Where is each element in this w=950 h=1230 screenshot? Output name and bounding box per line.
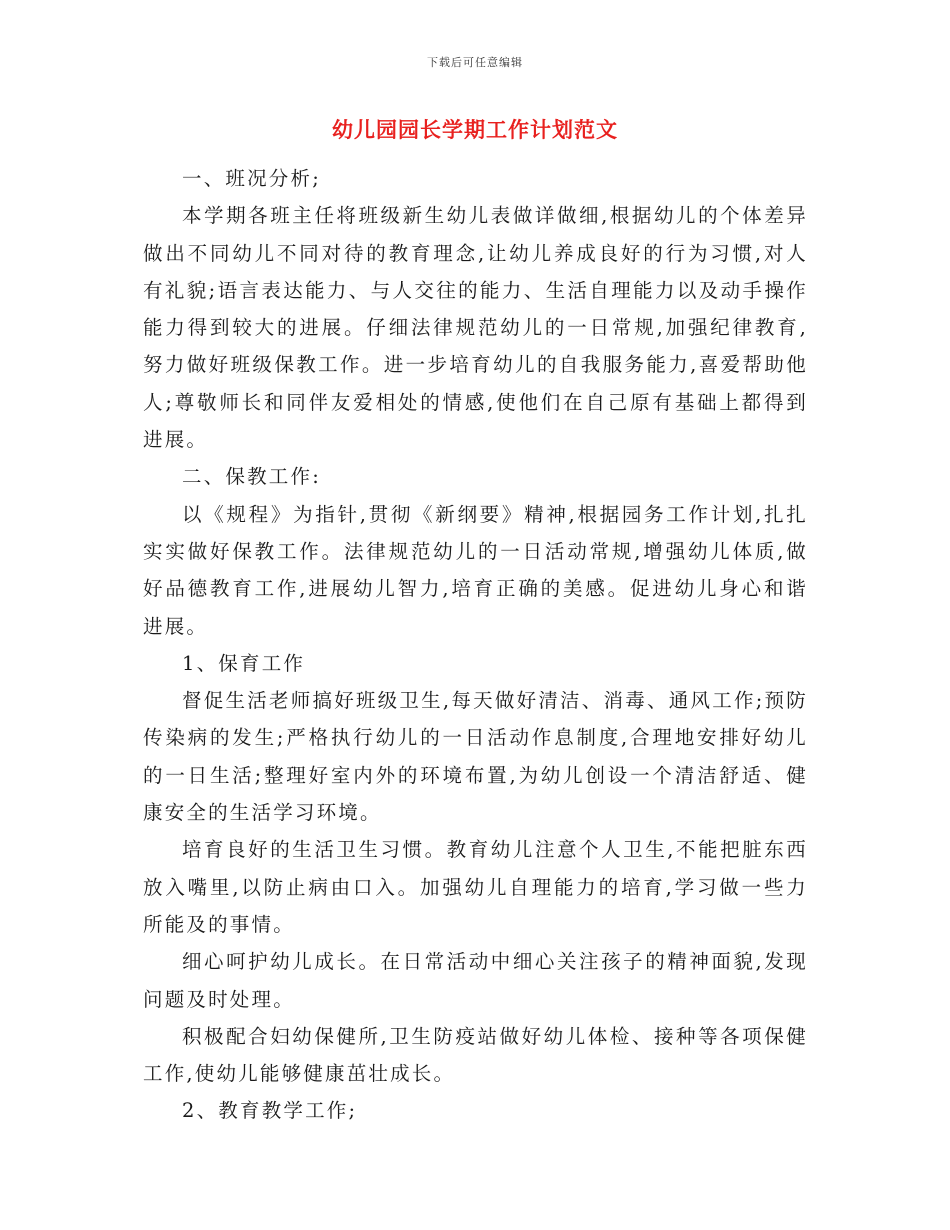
- header-note: 下载后可任意编辑: [427, 56, 523, 69]
- paragraph: 细心呵护幼儿成长。在日常活动中细心关注孩子的精神面貌,发现问题及时处理。: [143, 950, 808, 1011]
- section-heading-care-education: 二、保教工作:: [182, 465, 321, 489]
- paragraph: 积极配合妇幼保健所,卫生防疫站做好幼儿体检、接种等各项保健工作,使幼儿能够健康茁壮成长。: [143, 1024, 808, 1086]
- document-body: [143, 160, 808, 1130]
- subsection-heading-teaching: 2、教育教学工作;: [182, 1099, 358, 1123]
- paragraph: 本学期各班主任将班级新生幼儿表做详做细,根据幼儿的个体差异做出不同幼儿不同对待的教育理念,让幼儿养成良好的行为习惯,对人有礼貌;语言表达能力、与人交往的能力、生活自理能力以及动手操作能力得到较大的进展。仔细法律规范幼儿的一日常规,加强纪律教育,努力做好班级保教工作。进一步培育幼儿的自我服务能力,喜爱帮助他人;尊敬师长和同伴友爱相处的情感,使他们在自己原有基础上都得到进展。: [143, 204, 808, 452]
- paragraph: 培育良好的生活卫生习惯。教育幼儿注意个人卫生,不能把脏东西放入嘴里,以防止病由口入。加强幼儿自理能力的培育,学习做一些力所能及的事情。: [143, 838, 808, 936]
- subsection-heading-childcare: 1、保育工作: [182, 651, 306, 675]
- section-heading-class-analysis: 一、班况分析;: [182, 167, 321, 190]
- paragraph: 以《规程》为指针,贯彻《新纲要》精神,根据园务工作计划,扎扎实实做好保教工作。法律规范幼儿的一日活动常规,增强幼儿体质,做好品德教育工作,进展幼儿智力,培育正确的美感。促进幼儿身心和谐进展。: [143, 502, 808, 638]
- paragraph: 督促生活老师搞好班级卫生,每天做好清洁、消毒、通风工作;预防传染病的发生;严格执行幼儿的一日活动作息制度,合理地安排好幼儿的一日生活;整理好室内外的环境布置,为幼儿创设一个清洁舒适、健康安全的生活学习环境。: [143, 689, 808, 825]
- document-title: 幼儿园园长学期工作计划范文: [332, 117, 618, 142]
